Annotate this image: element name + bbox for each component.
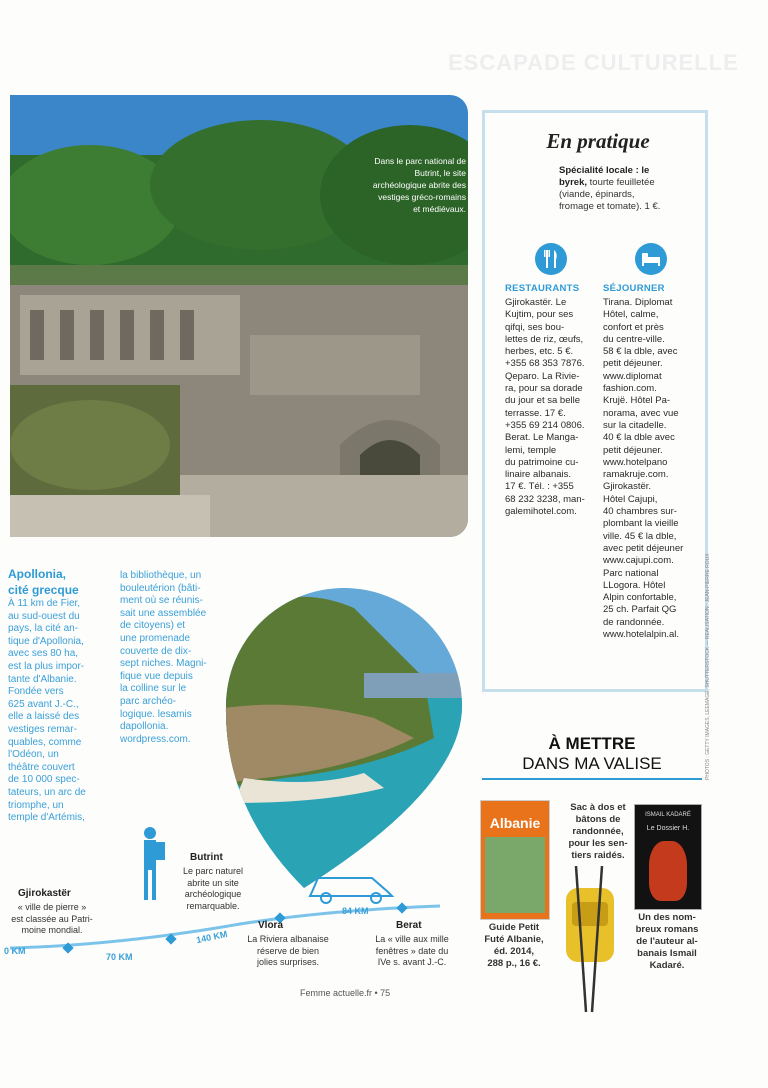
valise-title-rest: DANS MA VALISE	[522, 754, 662, 773]
specialty-text: tourte feuilletée (viande, épinards, fromage et tomate). 1 €.	[559, 177, 661, 212]
backpack-caption: Sac à dos et bâtons de randonnée, pour les sen- tiers raidés.	[568, 802, 628, 861]
restaurants-text: Gjirokastër. Le Kujtim, pour ses qifqi, ses bou- lettes de riz, œufs, herbes, etc. 5 €. +355 68 353 7876. Qeparo. La Rivie- ra, pour sa dorade du jour et sa belle terrasse. 17 €. +355 69 214 0806. Berat. Le Manga- lemi, temple du patrimoine cu- linaire albanais. 17 €. Tél. : +355 68 232 3238, man- galemihotel.com.	[505, 297, 585, 518]
cutlery-icon	[535, 243, 567, 275]
valise-divider	[482, 778, 702, 780]
place-gjirokaster-desc: « ville de pierre » est classée au Patri- moine mondial.	[11, 902, 93, 935]
stay-heading: SÉJOURNER	[603, 283, 665, 294]
novel-book-cover	[634, 804, 702, 910]
apollonia-text: À 11 km de Fier, au sud-ouest du pays, la cité an- tique d'Apollonia, avec ses 80 ha, est la plus impor- tante d'Albanie. Fondée vers 625 avant J.-C., elle a laissé des vestiges remar- quables, comme l'Odéon, un théâtre couvert de 10 000 spec- tateurs, un arc de triomphe, un temple d'Artémis,	[8, 598, 86, 824]
specialty-label: Spécialité locale : le byrek,	[559, 165, 650, 188]
novel-caption: Un des nom- breux romans de l'auteur al- banais Ismail Kadaré.	[635, 912, 699, 971]
distance-140: 140 KM	[195, 928, 229, 946]
photo-credit: PHOTOS : GETTY IMAGES, LEEMAGE, SHUTTERSTOCK — REALISATION : JEAN-PIERRE ROUX	[705, 553, 711, 780]
guide-book-cover	[480, 800, 550, 920]
apollonia-title: Apollonia, cité grecque	[8, 567, 79, 597]
valise-title-bold: À METTRE	[548, 734, 636, 753]
stay-text: Tirana. Diplomat Hôtel, calme, confort et près du centre-ville. 58 € la dble, avec petit déjeuner. www.diplomat fashion.com. Krujë. Hôtel Pa- norama, avec vue sur la citadelle. 40 € la dble avec petit déjeuner. www.hotelpano ramakruje.com. Gjirokastër. Hôtel Cajupi, 40 chambres sur- plombant la vieille ville. 45 € la dble, avec petit déjeuner www.cajupi.com. Parc national LLogora. Hôtel Alpin confortable, 25 ch. Parfait QG de randonnée. www.hotelalpin.al.	[603, 297, 684, 641]
distance-0: 0 KM	[4, 946, 26, 956]
backpack-icon	[556, 866, 632, 1014]
guide-book-title: Albanie	[489, 815, 541, 831]
place-butrint-desc: Le parc naturel abrite un site archéologique remarquable.	[182, 866, 244, 911]
practical-title: En pratique	[546, 129, 650, 153]
apollonia-text-continued: la bibliothèque, un bouleutérion (bâti- ment où se réunis- sait une assemblée de citoyens) et une promenade couverte de dix- sept niches. Magni- fique vue depuis la colline sur le parc archéo- logique. lesamis dapollonia. wordpress.com.	[120, 570, 207, 745]
local-specialty	[559, 165, 669, 213]
butrint-photo	[10, 95, 468, 537]
restaurants-heading: RESTAURANTS	[505, 283, 580, 294]
novel-cover-image	[649, 841, 687, 901]
place-butrint: Butrint	[190, 852, 223, 863]
place-berat: Berat	[396, 920, 422, 931]
place-vlora: Vlora	[258, 920, 284, 931]
valise-title	[482, 734, 702, 774]
place-berat-desc: La « ville aux mille fenêtres » date du IVe s. avant J.-C.	[375, 934, 449, 967]
guide-book-image	[485, 837, 545, 913]
practical-info-box	[482, 110, 708, 692]
hiker-icon	[144, 827, 165, 900]
car-icon	[310, 878, 392, 903]
distance-84: 84 KM	[342, 906, 369, 916]
distance-70: 70 KM	[106, 952, 133, 962]
novel-author: ISMAIL KADARÉ	[645, 812, 691, 818]
ghost-section-title: ESCAPADE CULTURELLE	[448, 50, 739, 75]
page-footer: Femme actuelle.fr • 75	[300, 988, 391, 998]
place-vlora-desc: La Riviera albanaise réserve de bien jolies surprises.	[247, 934, 329, 967]
place-gjirokaster: Gjirokastër	[18, 888, 71, 899]
guide-book-caption: Guide Petit Futé Albanie, éd. 2014, 288 p., 16 €.	[484, 922, 544, 969]
photo-caption: Dans le parc national de Butrint, le site archéologique abrite des vestiges gréco-romains et médiévaux.	[372, 156, 466, 214]
novel-title: Le Dossier H.	[646, 825, 690, 832]
bed-icon	[635, 243, 667, 275]
